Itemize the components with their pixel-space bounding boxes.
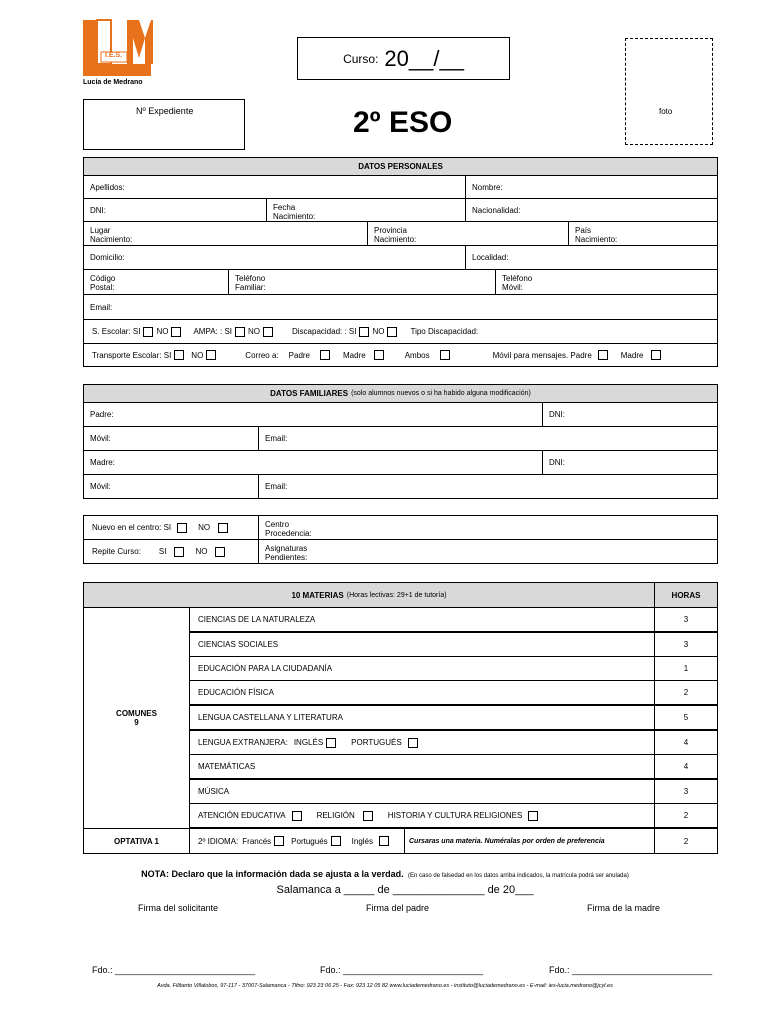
- nuevo-centro-row: [83, 515, 259, 540]
- historia-label: HISTORIA Y CULTURA RELIGIONES: [387, 811, 523, 820]
- nombre-field[interactable]: [465, 175, 718, 199]
- optativa-hours: 2: [654, 828, 718, 854]
- centro-label-2: Procedencia:: [265, 529, 312, 538]
- school-logo: [83, 18, 155, 90]
- correo-padre-checkbox[interactable]: [320, 350, 330, 360]
- subject-hours: 2: [654, 680, 718, 705]
- movil-padre-checkbox[interactable]: [598, 350, 608, 360]
- frances-checkbox[interactable]: [274, 836, 284, 846]
- madre-label: Madre:: [90, 458, 115, 467]
- subject-row: [189, 779, 655, 804]
- transporte-si-checkbox[interactable]: [174, 350, 184, 360]
- lugar-fecha[interactable]: Salamanca a _____ de _______________ de 20___: [276, 884, 534, 896]
- centro-label: Centro: [265, 520, 290, 529]
- transporte-row: [83, 343, 718, 367]
- atencion-checkbox[interactable]: [292, 811, 302, 821]
- ingles-label: INGLÉS: [293, 738, 324, 747]
- subject-hours: 3: [654, 607, 718, 632]
- no-label: NO: [191, 350, 204, 360]
- movil-label: Móvil:: [90, 434, 111, 443]
- nota-bold: NOTA: Declaro que la información dada se ajusta a la verdad.: [141, 869, 404, 879]
- pais-label-2: Nacimiento:: [575, 235, 618, 244]
- servicios-row: [83, 319, 718, 344]
- ampa-no-checkbox[interactable]: [263, 327, 273, 337]
- transporte-no-checkbox[interactable]: [206, 350, 216, 360]
- datos-personales-header: DATOS PERSONALES: [83, 157, 718, 176]
- ingles-checkbox[interactable]: [326, 738, 336, 748]
- centro-procedencia-field[interactable]: [258, 515, 718, 540]
- provincia-label: Provincia: [374, 226, 407, 235]
- atencion-row: [189, 803, 655, 828]
- expediente-label: Nº Expediente: [136, 106, 194, 116]
- lengua-extranjera-row: [189, 730, 655, 755]
- correo-padre-label: Padre: [288, 350, 311, 360]
- subject-row: [189, 632, 655, 657]
- s-escolar-si-checkbox[interactable]: [143, 327, 153, 337]
- lengua-ext-hours: 4: [654, 730, 718, 755]
- datos-familiares-note: (solo alumnos nuevos o si ha habido alguna modificación): [351, 390, 531, 397]
- tel-fam-label: Teléfono: [235, 274, 266, 283]
- telefono-familiar-field[interactable]: [228, 269, 496, 295]
- padre-dni-field[interactable]: [542, 402, 718, 427]
- transporte-label: Transporte Escolar: SI: [92, 350, 172, 360]
- ampa-label: AMPA: : SI: [193, 327, 232, 336]
- frances-label: Francés: [242, 836, 272, 846]
- domicilio-field[interactable]: [83, 245, 466, 270]
- firma-padre-label: Firma del padre: [366, 903, 430, 913]
- telefono-movil-field[interactable]: [495, 269, 718, 295]
- logo-graphic: [83, 18, 155, 78]
- email-label: Email:: [265, 434, 288, 443]
- movil-madre-checkbox[interactable]: [651, 350, 661, 360]
- curso-label: Curso:: [343, 51, 379, 66]
- cp-label-2: Postal:: [90, 283, 115, 292]
- pais-label: País: [575, 226, 592, 235]
- subject-hours: 3: [654, 632, 718, 657]
- s-escolar-no-checkbox[interactable]: [171, 327, 181, 337]
- historia-checkbox[interactable]: [528, 811, 538, 821]
- materias-header: [83, 582, 655, 608]
- expediente-box[interactable]: [83, 99, 245, 150]
- discapacidad-no-checkbox[interactable]: [387, 327, 397, 337]
- provincia-nacimiento-field[interactable]: [367, 221, 569, 246]
- idioma-label: 2º IDIOMA:: [198, 836, 239, 846]
- movil-mensajes-label: Móvil para mensajes. Padre: [492, 350, 592, 360]
- subject-name: MÚSICA: [198, 787, 230, 796]
- comunes-cell: [83, 607, 190, 829]
- subject-name: CIENCIAS SOCIALES: [198, 640, 279, 649]
- correo-madre-label: Madre: [343, 350, 366, 360]
- subject-name: EDUCACIÓN FÍSICA: [198, 688, 275, 697]
- subject-row: [189, 656, 655, 681]
- religion-label: RELIGIÓN: [316, 811, 355, 820]
- repite-label: Repite Curso:: [92, 547, 141, 556]
- repite-si-checkbox[interactable]: [174, 547, 184, 557]
- nombre-label: Nombre:: [472, 182, 503, 192]
- correo-madre-checkbox[interactable]: [374, 350, 384, 360]
- correo-ambos-label: Ambos: [404, 350, 430, 360]
- comunes-count: 9: [134, 718, 139, 727]
- apellidos-label: Apellidos:: [90, 182, 125, 192]
- subject-name: LENGUA CASTELLANA Y LITERATURA: [198, 713, 343, 722]
- photo-box: [625, 38, 713, 145]
- lengua-ext-label: LENGUA EXTRANJERA:: [198, 738, 288, 747]
- no-label: NO: [248, 327, 260, 336]
- ingles2-label: Inglés: [351, 836, 373, 846]
- asig-label: Asignaturas: [265, 544, 308, 553]
- subject-row: [189, 680, 655, 705]
- no-label: NO: [198, 523, 211, 532]
- optativa-row: [189, 828, 655, 854]
- nacionalidad-label: Nacionalidad:: [472, 205, 521, 215]
- optativa-cell: [83, 828, 190, 854]
- email-label: Email:: [90, 302, 113, 312]
- dni-label: DNI:: [549, 410, 565, 419]
- cp-label: Código: [90, 274, 116, 283]
- no-label: NO: [156, 327, 169, 336]
- logo-caption: Lucía de Medrano: [83, 79, 143, 86]
- subject-hours: 1: [654, 656, 718, 681]
- padre-email-field[interactable]: [258, 426, 718, 451]
- localidad-label: Localidad:: [472, 253, 509, 262]
- correo-a-label: Correo a:: [245, 350, 279, 360]
- nota-small: (En caso de falsedad en los datos arriba indicados, la matrícula podrá ser anulada): [408, 873, 629, 879]
- padre-field[interactable]: [83, 402, 543, 427]
- portugues2-checkbox[interactable]: [331, 836, 341, 846]
- lugar-label-2: Nacimiento:: [90, 235, 133, 244]
- subject-hours: 5: [654, 705, 718, 730]
- lugar-nacimiento-field[interactable]: [83, 221, 368, 246]
- asignaturas-pendientes-field[interactable]: [258, 539, 718, 564]
- curso-box[interactable]: [297, 37, 510, 80]
- discapacidad-label: Discapacidad: : SI: [292, 327, 357, 336]
- repite-no-checkbox[interactable]: [215, 547, 225, 557]
- portugues-label: PORTUGUÉS: [351, 738, 402, 747]
- nota-line: [0, 864, 770, 882]
- nuevo-si-checkbox[interactable]: [177, 523, 187, 533]
- atencion-label: ATENCIÓN EDUCATIVA: [198, 811, 286, 820]
- email-label: Email:: [265, 482, 288, 491]
- provincia-label-2: Nacimiento:: [374, 235, 417, 244]
- tel-movil-label: Teléfono: [502, 274, 533, 283]
- pais-nacimiento-field[interactable]: [568, 221, 718, 246]
- religion-checkbox[interactable]: [363, 811, 373, 821]
- discapacidad-si-checkbox[interactable]: [359, 327, 369, 337]
- padre-label: Padre:: [90, 410, 114, 419]
- no-label: NO: [372, 327, 385, 336]
- datos-familiares-title: DATOS FAMILIARES: [270, 389, 349, 398]
- firma-solicitante-label: Firma del solicitante: [138, 903, 219, 913]
- horas-header: HORAS: [654, 582, 718, 608]
- domicilio-label: Domicilio:: [90, 253, 125, 262]
- dni-label: DNI:: [549, 458, 565, 467]
- subject-name: CIENCIAS DE LA NATURALEZA: [198, 615, 316, 624]
- movil-label: Móvil:: [90, 482, 111, 491]
- repite-curso-row: [83, 539, 259, 564]
- subject-name: EDUCACIÓN PARA LA CIUDADANÍA: [198, 664, 333, 673]
- email-field[interactable]: [83, 294, 718, 320]
- nacionalidad-field[interactable]: [465, 198, 718, 222]
- padre-movil-field[interactable]: [83, 426, 259, 451]
- optativa-note: Cursaras una materia. Numéralas por orden de preferencia: [404, 829, 605, 853]
- materias-note: (Horas lectivas: 29+1 de tutoría): [346, 591, 447, 599]
- atencion-hours: 2: [654, 803, 718, 828]
- lugar-label: Lugar: [90, 226, 111, 235]
- fecha-label: Fecha: [273, 203, 296, 212]
- correo-ambos-checkbox[interactable]: [440, 350, 450, 360]
- nuevo-no-checkbox[interactable]: [218, 523, 228, 533]
- madre-movil-field[interactable]: [83, 474, 259, 499]
- fecha-nacimiento-field[interactable]: [266, 198, 466, 222]
- tel-movil-label-2: Móvil:: [502, 283, 523, 292]
- dni-field[interactable]: [83, 198, 267, 222]
- comunes-label: COMUNES: [116, 709, 157, 718]
- apellidos-field[interactable]: [83, 175, 466, 199]
- codigo-postal-field[interactable]: [83, 269, 229, 295]
- ampa-si-checkbox[interactable]: [235, 327, 245, 337]
- datos-familiares-header: [83, 384, 718, 403]
- fdo-madre[interactable]: Fdo.: ____________________________: [549, 965, 713, 975]
- si-label: SI: [158, 547, 167, 556]
- nuevo-label: Nuevo en el centro: SI: [92, 523, 172, 532]
- photo-label: foto: [659, 107, 673, 116]
- school-address: Avda. Filiberto Villalobos, 97-117 - 37007-Salamanca - Tlfno: 923 23 06 25 - Fax: 923 12 05 82 www.luciademedrano.es - instituto@luciademedrano.es - E-mail: ies-lucia.medrano@jcyl.es: [157, 983, 613, 989]
- portugues-checkbox[interactable]: [408, 738, 418, 748]
- fdo-solicitante[interactable]: Fdo.: ____________________________: [92, 965, 256, 975]
- movil-madre-label: Madre: [620, 350, 644, 360]
- madre-dni-field[interactable]: [542, 450, 718, 475]
- subject-row: [189, 754, 655, 779]
- fdo-padre[interactable]: Fdo.: ____________________________: [320, 965, 484, 975]
- fecha-label-2: Nacimiento:: [273, 212, 316, 221]
- subject-row: [189, 607, 655, 632]
- portugues2-label: Portugués: [291, 836, 328, 846]
- localidad-field[interactable]: [465, 245, 718, 270]
- asig-label-2: Pendientes:: [265, 553, 308, 562]
- optativa-label: OPTATIVA 1: [113, 836, 160, 846]
- materias-title: 10 MATERIAS: [291, 590, 344, 600]
- no-label: NO: [195, 547, 208, 556]
- madre-email-field[interactable]: [258, 474, 718, 499]
- tipo-discapacidad-label: Tipo Discapacidad:: [410, 327, 479, 336]
- dni-label: DNI:: [90, 205, 106, 215]
- tel-fam-label-2: Familiar:: [235, 283, 266, 292]
- s-escolar-label: S. Escolar: SI: [92, 327, 141, 336]
- firma-madre-label: Firma de la madre: [587, 903, 661, 913]
- madre-field[interactable]: [83, 450, 543, 475]
- subject-row: [189, 705, 655, 730]
- subject-name: MATEMÁTICAS: [198, 762, 256, 771]
- level-title: 2º ESO: [353, 106, 453, 139]
- ingles2-checkbox[interactable]: [379, 836, 389, 846]
- subject-hours: 3: [654, 779, 718, 804]
- subject-hours: 4: [654, 754, 718, 779]
- logo-letters: I.E.S.: [105, 52, 123, 59]
- curso-value: 20__/__: [384, 45, 464, 71]
